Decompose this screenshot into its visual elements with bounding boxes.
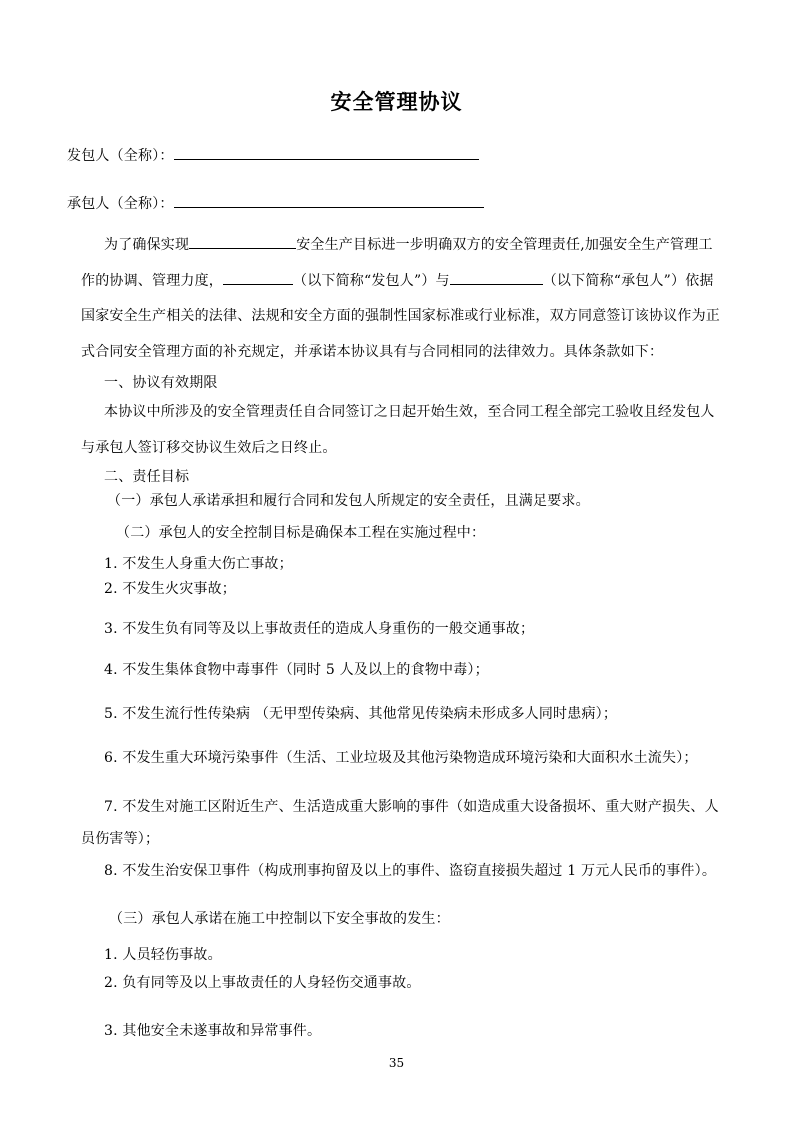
intro-line-4: 式合同安全管理方面的补充规定，并承诺本协议具有与合同相同的法律效力。具体条款如下： [81,344,664,360]
list-item: 4. 不发生集体食物中毒事件（同时 5 人及以上的食物中毒）； [104,662,489,678]
party-a-blank [174,146,479,160]
list-item: 6. 不发生重大环境污染事件（生活、工业垃圾及其他污染物造成环境污染和大面积水土流失）； [104,750,698,766]
list-item: 8. 不发生治安保卫事件（构成刑事拘留及以上的事件、盗窃直接损失超过 1 万元人民币的事件）。 [104,863,717,879]
intro-text: 作的协调、管理力度， [81,273,223,289]
party-a-label: 发包人（全称）： [67,148,174,164]
list-item: 2. 不发生火灾事故； [104,581,237,597]
party-b-line [67,194,484,213]
list-item: 3. 不发生负有同等及以上事故责任的造成人身重伤的一般交通事故； [104,621,535,637]
intro-text: 安全生产目标进一步明确双方的安全管理责任,加强安全生产管理工 [296,237,713,253]
section-heading: 一、协议有效期限 [104,375,218,391]
intro-text: （以下简称“承包人”）依据 [542,273,714,289]
paragraph-line: 本协议中所涉及的安全管理责任自合同签订之日起开始生效，至合同工程全部完工验收且经发包人 [104,404,715,420]
intro-text: 为了确保实现 [104,237,190,253]
list-item: 2. 负有同等及以上事故责任的人身轻伤交通事故。 [104,975,421,991]
employer-name-blank [223,271,293,285]
intro-line-3: 国家安全生产相关的法律、法规和安全方面的强制性国家标准或行业标准，双方同意签订该协议作为正 [81,308,720,324]
intro-line-1 [104,235,713,254]
subsection-line: （二）承包人的安全控制目标是确保本工程在实施过程中： [116,525,486,541]
section-heading: 二、责任目标 [104,469,190,485]
contractor-name-blank [450,271,543,285]
subsection-line: （一）承包人承诺承担和履行合同和发包人所规定的安全责任，且满足要求。 [107,493,590,509]
paragraph-line: 与承包人签订移交协议生效后之日终止。 [81,440,337,456]
list-item: 1. 人员轻伤事故。 [104,947,222,963]
party-b-label: 承包人（全称）： [67,196,174,212]
page-title: 安全管理协议 [330,90,463,114]
list-item: 1. 不发生人身重大伤亡事故； [104,556,293,572]
page-number: 35 [388,1056,405,1070]
party-a-line [67,146,479,165]
list-item: 3. 其他安全未遂事故和异常事件。 [104,1023,322,1039]
subsection-line: （三）承包人承诺在施工中控制以下安全事故的发生： [109,911,450,927]
intro-line-2 [81,271,714,290]
list-item: 5. 不发生流行性传染病 （无甲型传染病、其他常见传染病未形成多人同时患病）； [104,706,618,722]
intro-text: （以下简称“发包人”）与 [293,273,450,289]
list-item: 7. 不发生对施工区附近生产、生活造成重大影响的事件（如造成重大设备损坏、重大财产损失、人 [104,799,719,815]
party-b-blank [174,194,484,208]
list-item-continued: 员伤害等）； [81,831,160,847]
safety-goal-blank [189,235,296,249]
